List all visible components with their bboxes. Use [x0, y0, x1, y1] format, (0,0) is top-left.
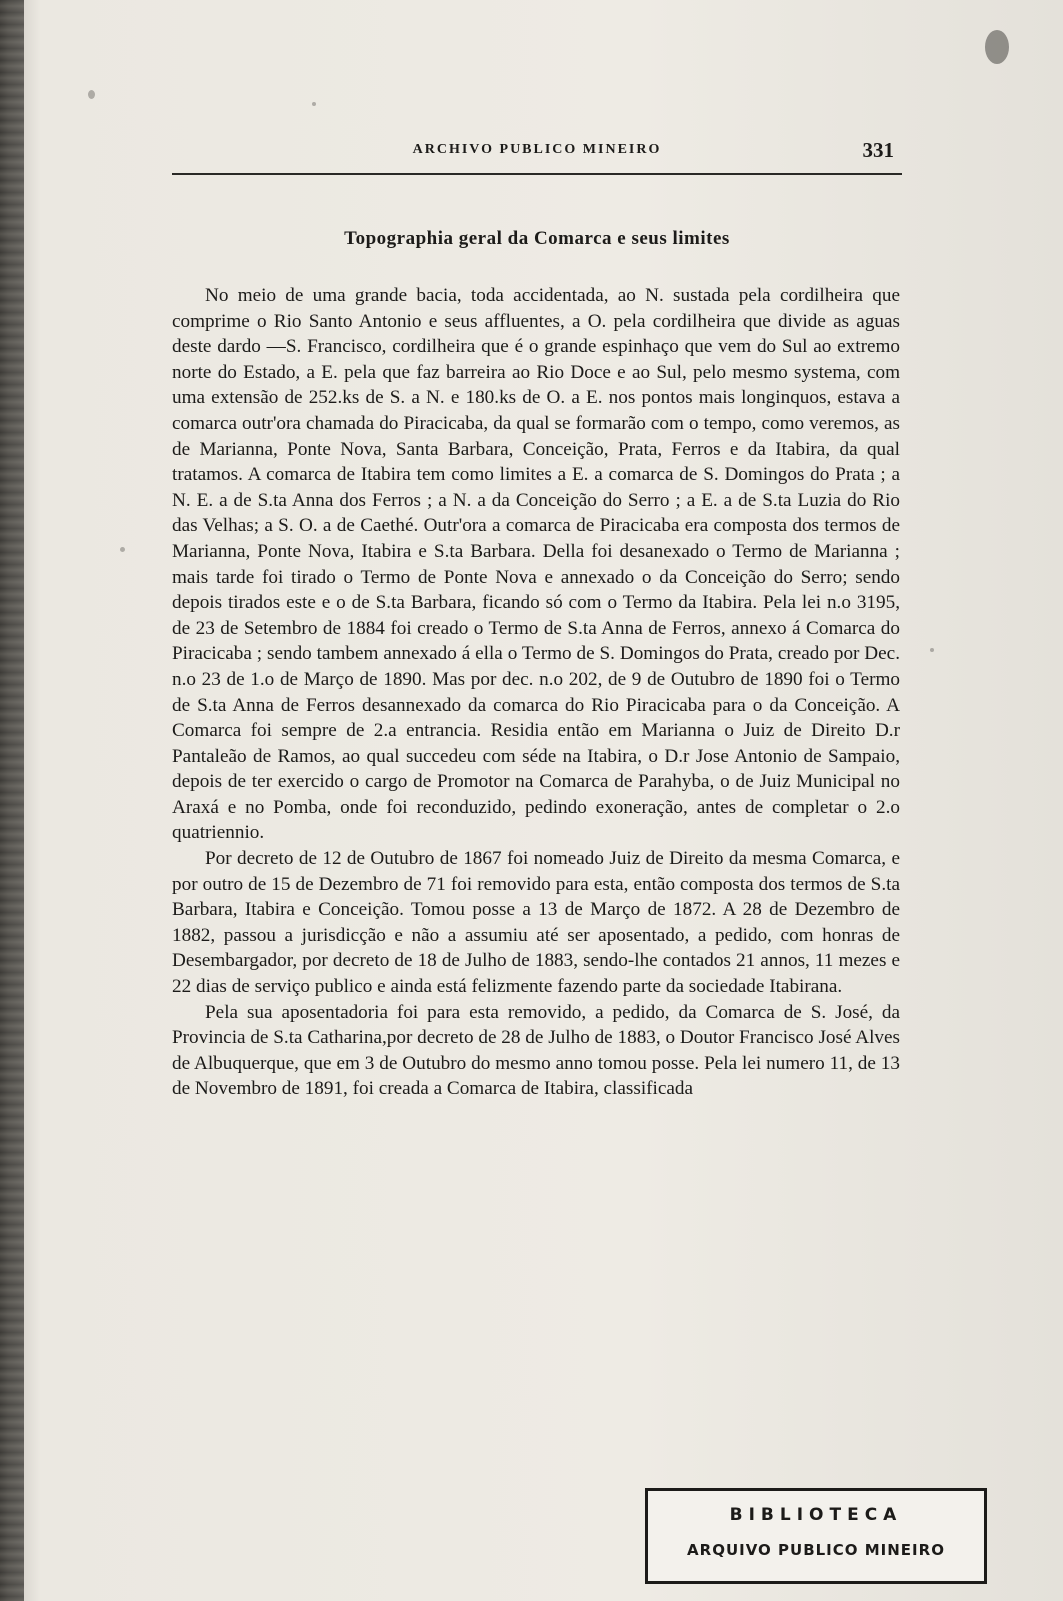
ink-speck [985, 30, 1009, 64]
stamp-line-archive: ARQUIVO PUBLICO MINEIRO [687, 1541, 945, 1559]
paragraph: Por decreto de 12 de Outubro de 1867 foi nomeado Juiz de Direito da mesma Comarca, e por outro de 15 de Dezembro de 71 foi removido para esta, então composta dos termos de S.ta Barbara, Itabira e Conceição. Tomou posse a 13 de Março de 1872. A 28 de Dezembro de 1882, passou a jurisdicção e não a assumiu até ser aposentado, a pedido, com honras de Desembargador, por decreto de 18 de Julho de 1883, sendo-lhe contados 21 annos, 11 mezes e 22 dias de serviço publico e ainda está felizmente fazendo parte da sociedade Itabirana. [172, 848, 900, 998]
library-stamp [645, 1488, 987, 1584]
ink-speck [88, 90, 95, 99]
ink-speck [312, 102, 316, 106]
book-spine-shadow [0, 0, 24, 1601]
running-title: ARCHIVO PUBLICO MINEIRO [412, 142, 662, 157]
section-title: Topographia geral da Comarca e seus limites [344, 228, 730, 249]
running-header [172, 138, 902, 168]
stamp-line-library: BIBLIOTECA [729, 1505, 903, 1525]
header-rule [172, 173, 902, 175]
body-text [172, 283, 900, 1102]
ink-speck [120, 547, 125, 552]
page-number: 331 [862, 138, 894, 162]
paragraph: Pela sua aposentadoria foi para esta removido, a pedido, da Comarca de S. José, da Provincia de S.ta Catharina,por decreto de 28 de Julho de 1883, o Doutor Francisco José Alves de Albuquerque, que em 3 de Outubro do mesmo anno tomou posse. Pela lei numero 11, de 13 de Novembro de 1891, foi creada a Comarca de Itabira, classificada [172, 1001, 900, 1100]
paragraph: No meio de uma grande bacia, toda accidentada, ao N. sustada pela cordilheira que comprime o Rio Santo Antonio e seus affluentes, a O. pela cordilheira que divide as aguas deste dardo —S. Francisco, cordilheira que é o grande espinhaço que vem do Sul ao extremo norte do Estado, a E. pela que faz barreira ao Rio Doce e ao Sul, pelo mesmo systema, com uma extensão de 252.ks de S. a N. e 180.ks de O. a E. nos pontos mais longinquos, estava a comarca outr'ora chamada do Piracicaba, da qual se formarão com o tempo, como veremos, as de Marianna, Ponte Nova, Santa Barbara, Conceição, Prata, Ferros e da Itabira, da qual tratamos. A comarca de Itabira tem como limites a E. a comarca de S. Domingos do Prata ; a N. E. a de S.ta Anna dos Ferros ; a N. a da Conceição do Serro ; a E. a de S.ta Luzia do Rio das Velhas; a S. O. a de Caethé. Outr'ora a comarca de Piracicaba era composta dos termos de Marianna, Ponte Nova, Itabira e S.ta Barbara. Della foi desanexado o Termo de Marianna ; mais tarde foi tirado o Termo de Ponte Nova e annexado o da Conceição do Serro; sendo depois tirados este e o de S.ta Barbara, ficando só com o Termo da Itabira. Pela lei n.o 3195, de 23 de Setembro de 1884 foi creado o Termo de S.ta Anna de Ferros, annexo á Comarca do Piracicaba ; sendo tambem annexado á ella o Termo de S. Domingos do Prata, creado por Dec. n.o 23 de 1.o de Março de 1890. Mas por dec. n.o 202, de 9 de Outubro de 1890 foi o Termo de S.ta Anna de Ferros desannexado da comarca do Rio Piracicaba para o da Conceição. A Comarca foi sempre de 2.a entrancia. Residia então em Marianna o Juiz de Direito D.r Pantaleão de Ramos, ao qual succedeu com séde na Itabira, o D.r Jose Antonio de Sampaio, depois de ter exercido o cargo de Promotor na Comarca de Parahyba, o de Juiz Municipal no Araxá e no Pomba, onde foi reconduzido, pedindo exoneração, antes de completar o 2.o quatriennio. [172, 285, 900, 844]
ink-speck [930, 648, 934, 652]
